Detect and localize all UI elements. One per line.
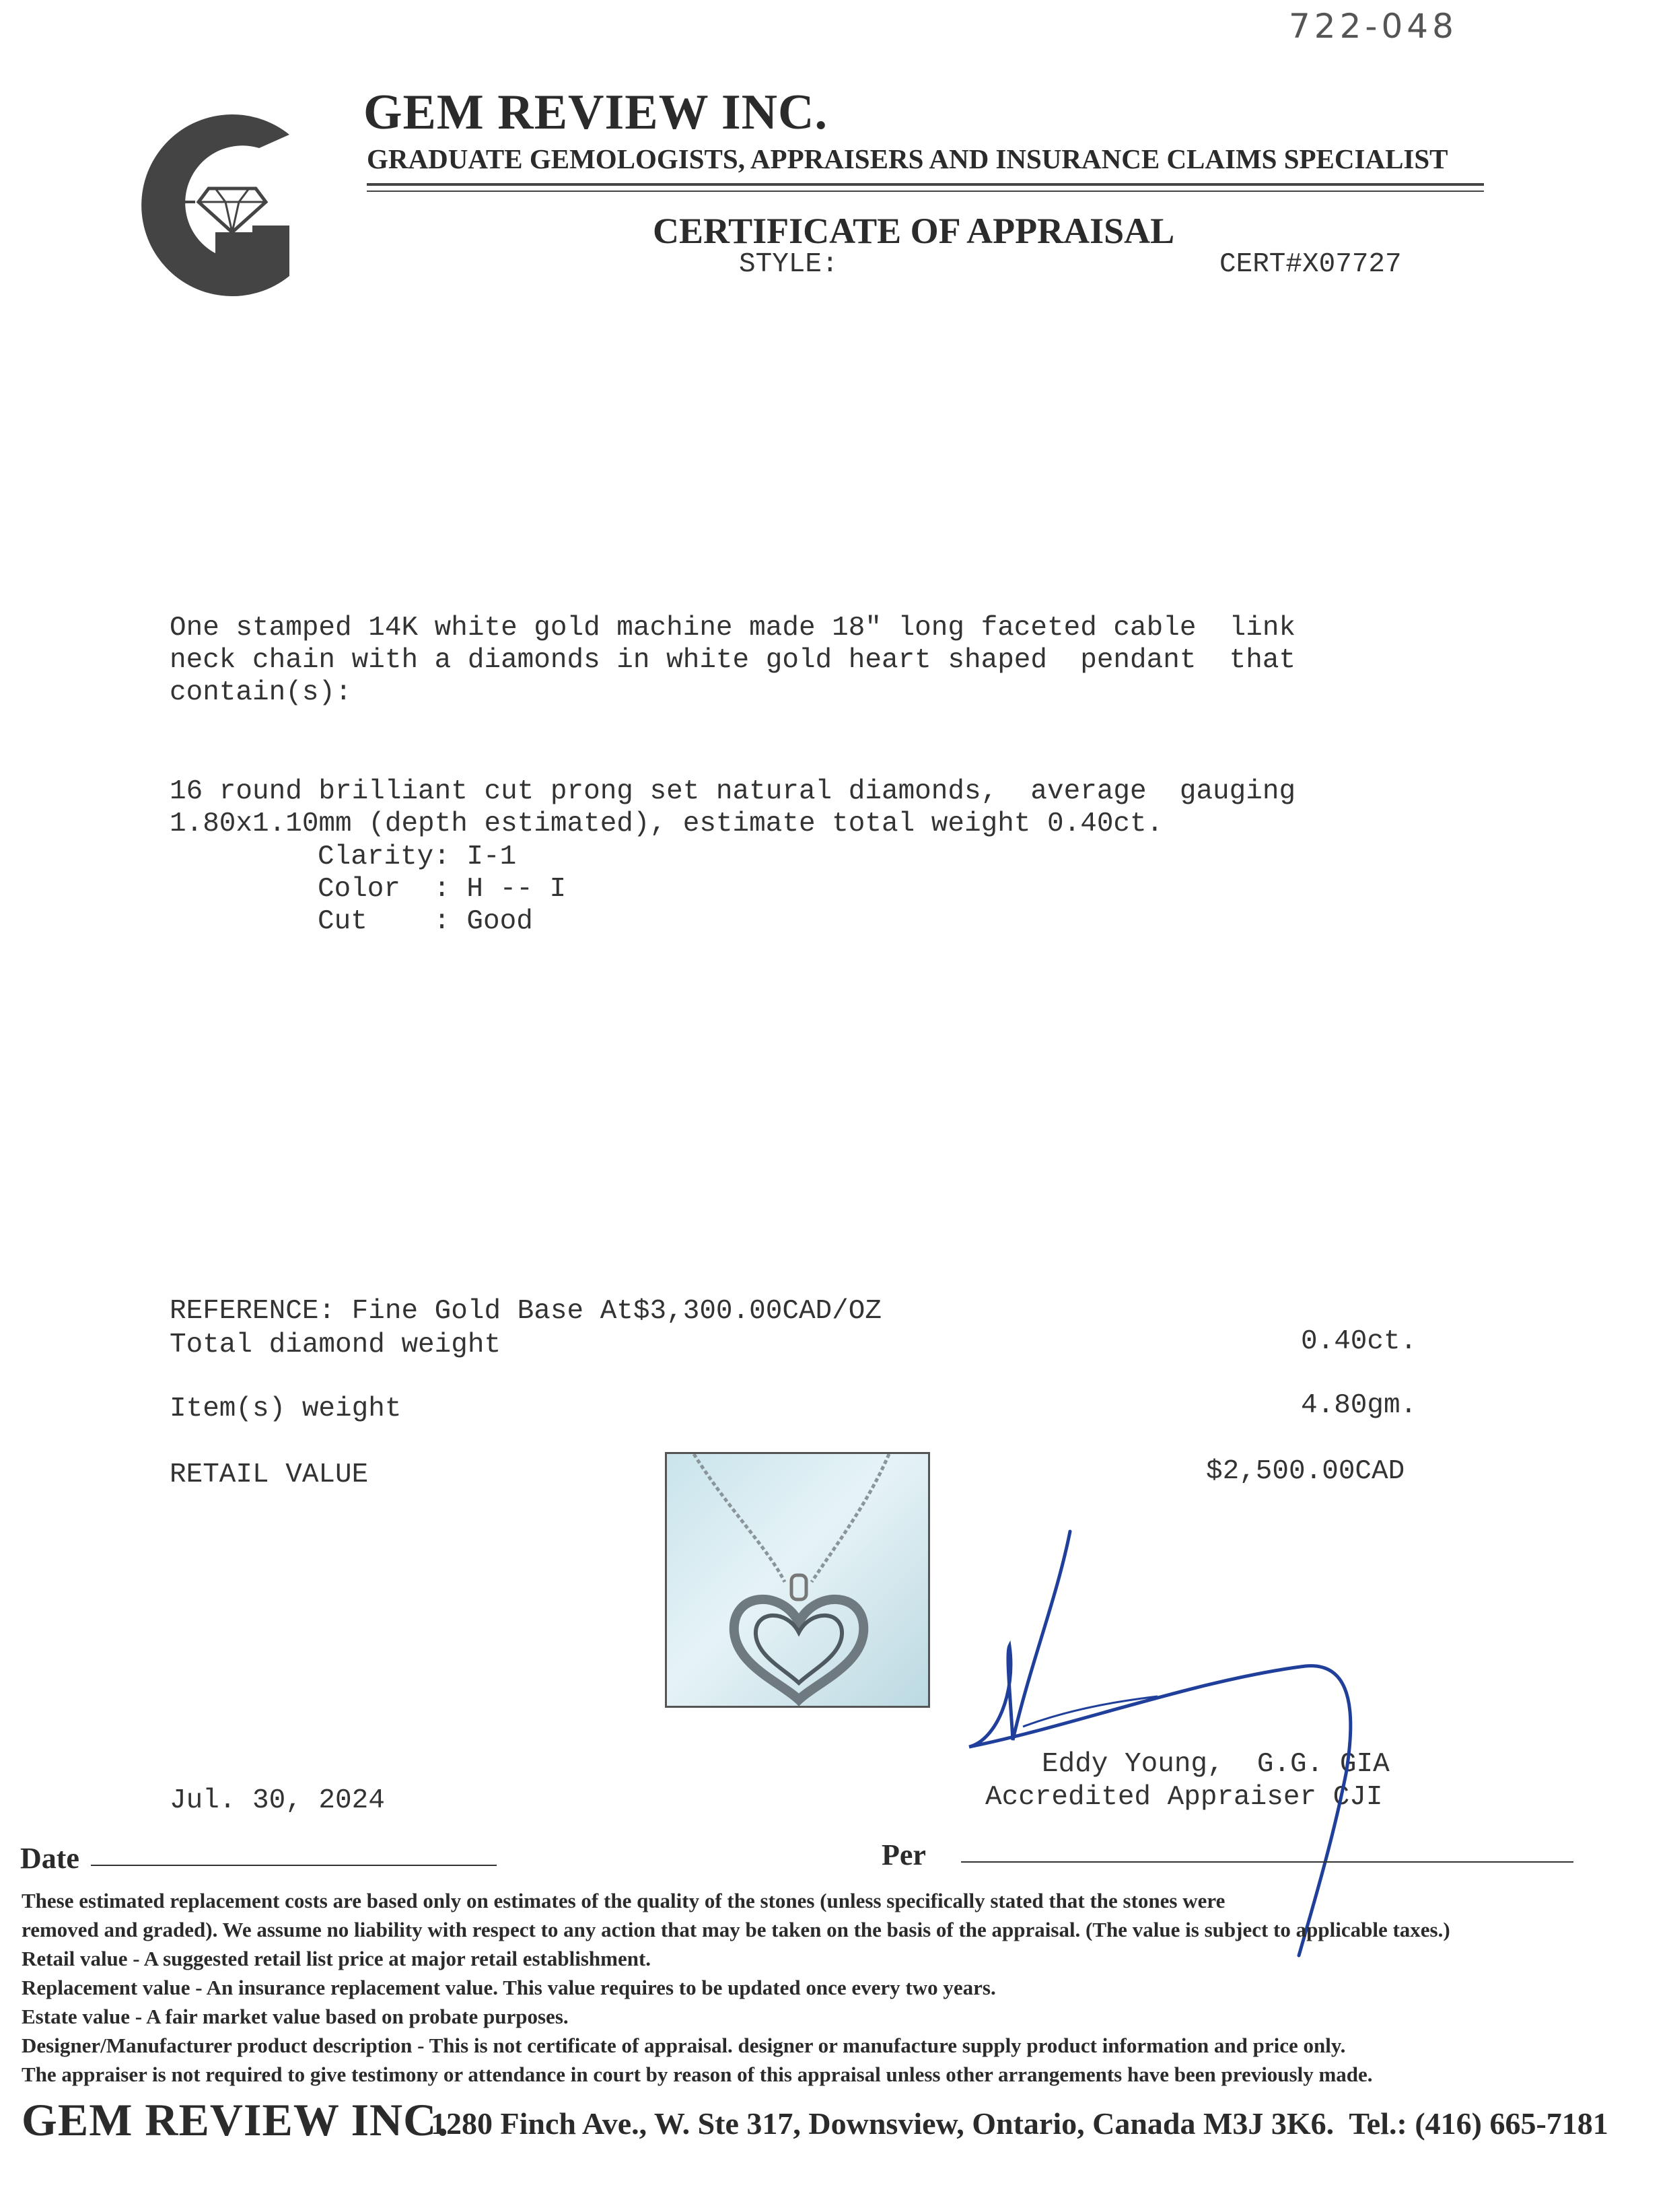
style-label: STYLE:	[739, 249, 839, 280]
footer-address: 1280 Finch Ave., W. Ste 317, Downsview, Ontario, Canada M3J 3K6. Tel.: (416) 665-7181	[431, 2106, 1608, 2141]
retail-value-amount: $2,500.00CAD	[1206, 1456, 1405, 1487]
description-line-3: contain(s):	[170, 677, 352, 708]
disclaimer-line: removed and graded). We assume no liability with respect to any action that may be taken on the basis of the appraisal. (The value is subject to applicable taxes.)	[22, 1918, 1450, 1941]
item-photo	[665, 1452, 930, 1708]
appraiser-title: Accredited Appraiser CJI	[985, 1782, 1383, 1813]
header-rule-thin	[367, 191, 1484, 192]
disclaimer-line: Replacement value - An insurance replacement value. This value requires to be updated once every two years.	[22, 1976, 996, 1999]
chain-left	[694, 1454, 785, 1582]
item-weight-label: Item(s) weight	[170, 1393, 402, 1424]
chain-right	[812, 1454, 889, 1582]
clarity-grade: Clarity: I-1	[318, 841, 517, 872]
handwritten-reference: 722-048	[1289, 7, 1458, 46]
description-line-2: neck chain with a diamonds in white gold heart shaped pendant that	[170, 645, 1296, 676]
per-signature-line	[961, 1861, 1573, 1863]
gold-reference: REFERENCE: Fine Gold Base At$3,300.00CAD/OZ	[170, 1296, 882, 1327]
appraiser-name: Eddy Young, G.G. GIA	[1042, 1749, 1390, 1780]
total-diamond-value: 0.40ct.	[1301, 1326, 1417, 1357]
disclaimer	[22, 1886, 1657, 2089]
item-weight-value: 4.80gm.	[1301, 1390, 1417, 1421]
cert-number: CERT#X07727	[1219, 249, 1402, 280]
disclaimer-line: These estimated replacement costs are based only on estimates of the quality of the stones (unless specifically stated that the stones were	[22, 1889, 1226, 1912]
date-signature-line	[91, 1865, 497, 1866]
company-subtitle: GRADUATE GEMOLOGISTS, APPRAISERS AND INSURANCE CLAIMS SPECIALIST	[367, 143, 1448, 174]
company-logo	[108, 108, 310, 310]
disclaimer-line: Designer/Manufacturer product description - This is not certificate of appraisal. designer or manufacture supply product information and price only.	[22, 2034, 1346, 2057]
retail-value-label: RETAIL VALUE	[170, 1459, 369, 1490]
cut-grade: Cut : Good	[318, 906, 533, 937]
stones-line-2: 1.80x1.10mm (depth estimated), estimate total weight 0.40ct.	[170, 808, 1164, 839]
disclaimer-line: The appraiser is not required to give testimony or attendance in court by reason of this appraisal unless other arrangements have been previously made.	[22, 2063, 1373, 2086]
disclaimer-line: Retail value - A suggested retail list price at major retail establishment.	[22, 1947, 651, 1970]
stones-line-1: 16 round brilliant cut prong set natural diamonds, average gauging	[170, 776, 1296, 807]
per-label: Per	[882, 1838, 926, 1871]
description-line-1: One stamped 14K white gold machine made 18" long faceted cable link	[170, 613, 1296, 644]
company-name: GEM REVIEW INC.	[363, 85, 828, 140]
header-rule	[367, 183, 1484, 186]
appraisal-date: Jul. 30, 2024	[170, 1785, 385, 1816]
logo-pedestal	[215, 232, 256, 286]
certificate-title: CERTIFICATE OF APPRAISAL	[653, 211, 1175, 251]
footer-company-name: GEM REVIEW INC.	[22, 2094, 450, 2145]
total-diamond-label: Total diamond weight	[170, 1329, 501, 1360]
date-label: Date	[20, 1842, 79, 1875]
color-grade: Color : H -- I	[318, 874, 567, 905]
pendant-bail	[791, 1575, 806, 1599]
disclaimer-line: Estate value - A fair market value based on probate purposes.	[22, 2005, 569, 2028]
